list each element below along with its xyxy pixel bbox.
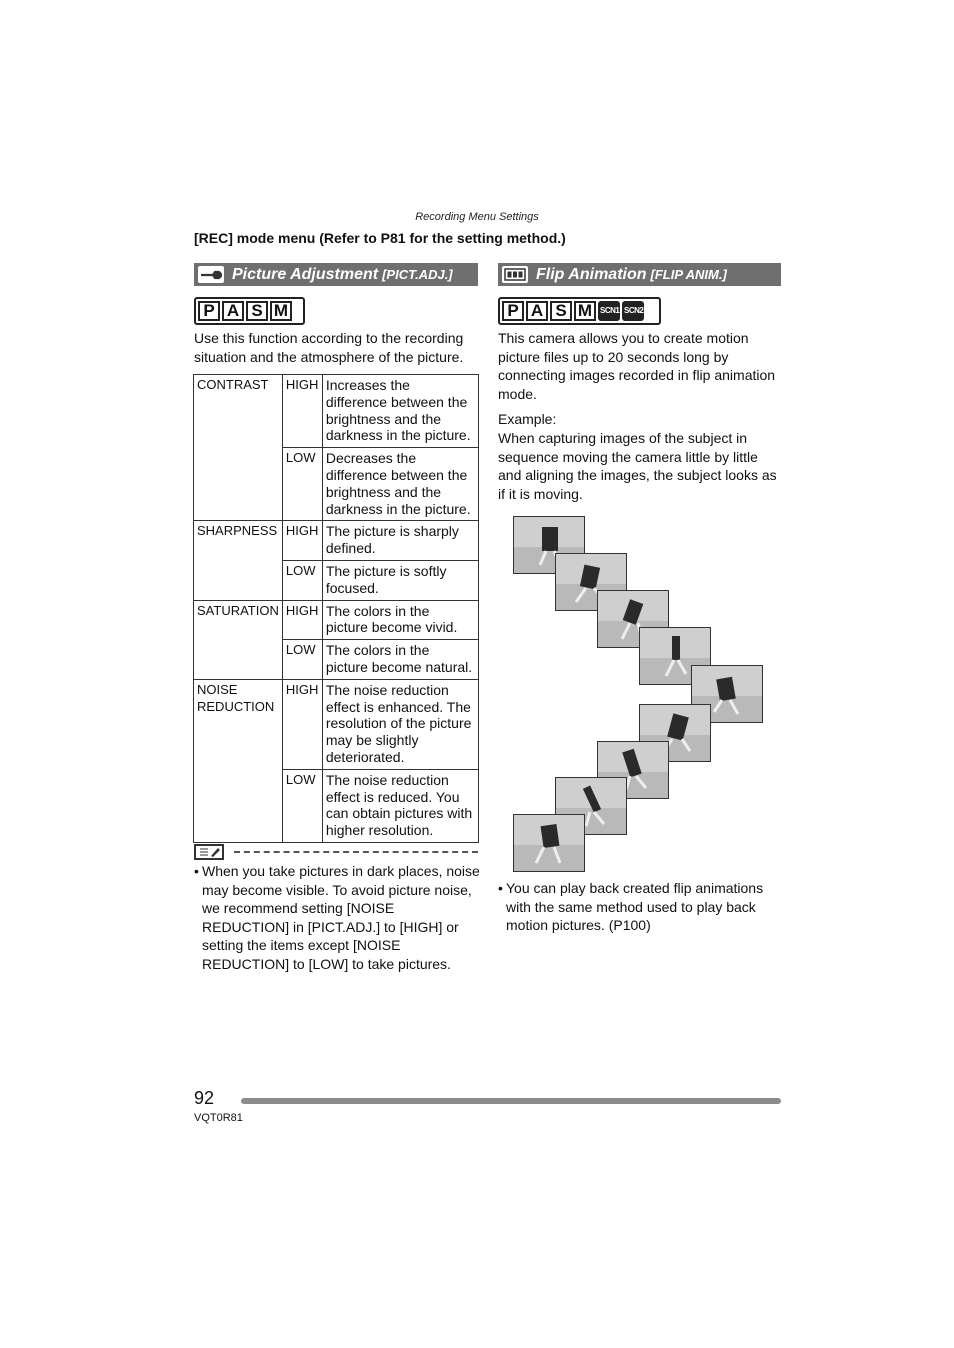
setting-level: LOW — [282, 448, 322, 521]
setting-description: The colors in the picture become natural. — [322, 640, 478, 680]
flip-anim-intro: This camera allows you to create motion picture files up to 20 seconds long by connecting images recorded in flip animation mode. — [498, 330, 776, 402]
section-title: Flip Animation — [536, 265, 647, 283]
setting-name: SATURATION — [194, 600, 283, 679]
setting-description: The colors in the picture become vivid. — [322, 600, 478, 640]
mode-m-icon: M — [270, 301, 292, 321]
mode-s-icon: S — [246, 301, 268, 321]
setting-description: The noise reduction effect is reduced. You can obtain pictures with higher resolution. — [322, 769, 478, 842]
mode-p-icon: P — [198, 301, 220, 321]
flip-anim-note — [498, 879, 780, 935]
table-row — [194, 600, 479, 640]
mode-a-icon: A — [222, 301, 244, 321]
footer-rule — [241, 1098, 781, 1104]
flip-animation-icon — [502, 266, 528, 283]
pict-adj-note — [194, 862, 480, 973]
page-number: 92 — [194, 1088, 215, 1108]
mode-scn2-icon: SCN2 — [622, 301, 644, 321]
settings-table — [193, 374, 479, 843]
pict-adj-intro: Use this function according to the recording situation and the atmosphere of the picture. — [194, 330, 464, 365]
picture-adjustment-header — [194, 263, 478, 286]
setting-description: The picture is softly focused. — [322, 560, 478, 600]
note-pencil-icon — [194, 844, 224, 860]
setting-level: HIGH — [282, 600, 322, 640]
setting-level: LOW — [282, 769, 322, 842]
setting-description: Decreases the difference between the brightness and the darkness in the picture. — [322, 448, 478, 521]
photo-frame — [513, 814, 585, 872]
table-row — [194, 521, 479, 561]
setting-level: LOW — [282, 560, 322, 600]
setting-name: NOISE REDUCTION — [194, 679, 283, 842]
flip-animation-header — [498, 263, 781, 286]
bullet-dot: • — [498, 880, 503, 896]
mode-a-icon: A — [526, 301, 548, 321]
running-head: Recording Menu Settings — [415, 211, 539, 223]
wrench-icon — [198, 266, 224, 283]
mode-scn1-icon: SCN1 — [598, 301, 620, 321]
section-title: Picture Adjustment — [232, 265, 379, 283]
flip-animation-illustration — [512, 515, 768, 875]
table-row — [194, 375, 479, 448]
setting-description: Increases the difference between the brightness and the darkness in the picture. — [322, 375, 478, 448]
setting-name: CONTRAST — [194, 375, 283, 521]
setting-name: SHARPNESS — [194, 521, 283, 600]
bullet-dot: • — [194, 863, 199, 879]
setting-description: The noise reduction effect is enhanced. The resolution of the picture may be slightly deteriorated. — [322, 679, 478, 769]
dashed-rule — [234, 851, 478, 853]
note-divider — [194, 843, 478, 861]
setting-level: HIGH — [282, 521, 322, 561]
example-text: When capturing images of the subject in sequence moving the camera little by little and aligning the images, the subject looks as if it is moving. — [498, 430, 777, 502]
mode-p-icon: P — [502, 301, 524, 321]
table-row — [194, 679, 479, 769]
setting-level: HIGH — [282, 375, 322, 448]
note-text: You can play back created flip animations with the same method used to play back motion pictures. (P100) — [506, 880, 764, 933]
setting-description: The picture is sharply defined. — [322, 521, 478, 561]
setting-level: LOW — [282, 640, 322, 680]
rec-menu-reference: [REC] mode menu (Refer to P81 for the setting method.) — [194, 230, 566, 246]
setting-level: HIGH — [282, 679, 322, 769]
note-text: When you take pictures in dark places, noise may become visible. To avoid picture noise, we recommend setting [NOISE REDUCTION] in [PICT.ADJ.] to [HIGH] or setting the items except [NOISE REDUCTION] to [LOW] to take pictures. — [202, 863, 480, 972]
example-label: Example: — [498, 411, 557, 427]
section-subtitle: [FLIP ANIM.] — [650, 267, 727, 282]
model-code: VQT0R81 — [194, 1112, 243, 1124]
available-modes — [498, 297, 661, 325]
available-modes — [194, 297, 305, 325]
mode-s-icon: S — [550, 301, 572, 321]
mode-m-icon: M — [574, 301, 596, 321]
section-subtitle: [PICT.ADJ.] — [382, 267, 453, 282]
